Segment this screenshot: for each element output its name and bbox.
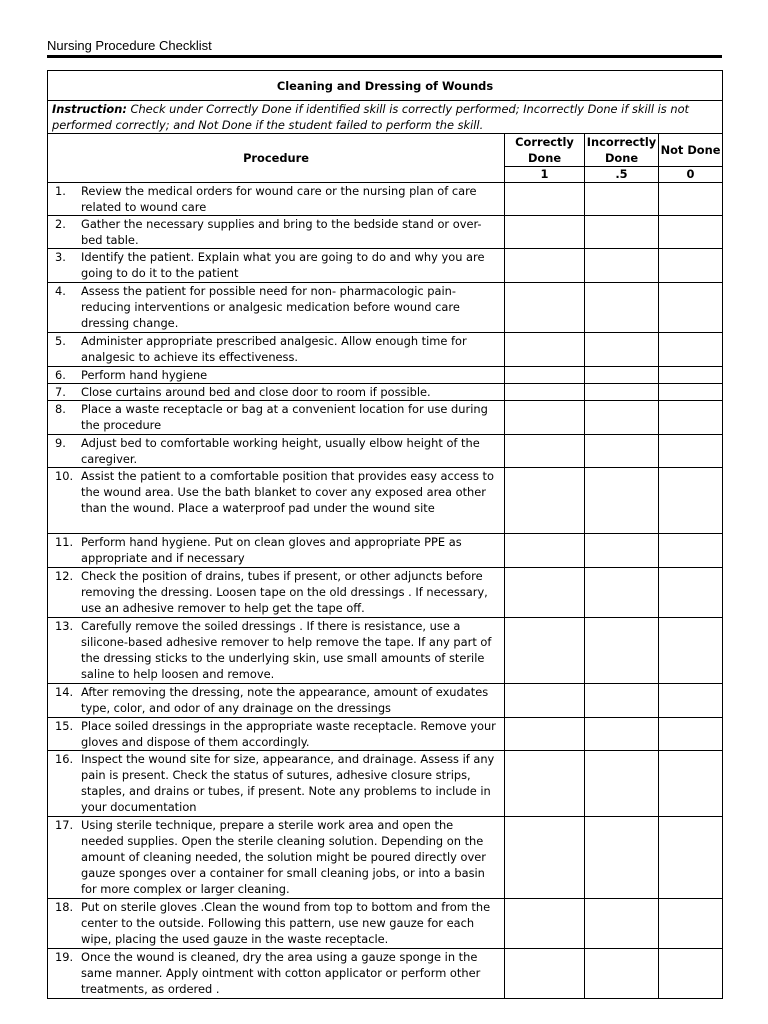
- step-number: 11.: [55, 535, 74, 549]
- not-done-checkbox-cell[interactable]: [659, 435, 723, 468]
- step-number: 14.: [55, 685, 74, 699]
- step-text: Place soiled dressings in the appropriate waste receptacle. Remove your gloves and dispose of them accordingly.: [81, 719, 496, 749]
- table-row: [48, 468, 723, 534]
- step-number: 7.: [55, 385, 66, 399]
- incorrectly-done-checkbox-cell[interactable]: [585, 568, 659, 618]
- incorrectly-done-checkbox-cell[interactable]: [585, 367, 659, 384]
- not-done-checkbox-cell[interactable]: [659, 333, 723, 367]
- not-done-checkbox-cell[interactable]: [659, 817, 723, 899]
- step-number: 4.: [55, 284, 66, 298]
- not-done-checkbox-cell[interactable]: [659, 949, 723, 999]
- step-number: 12.: [55, 569, 74, 583]
- step-text: Using sterile technique, prepare a sterile work area and open the needed supplies. Open the sterile cleaning solution. Depending on the amount of cleaning needed, the solution might be poured directly over gauze sponges over a container for small cleaning jobs, or into a basin for more complex or larger cleaning.: [81, 818, 486, 896]
- not-done-score: 0: [659, 167, 723, 183]
- incorrectly-done-checkbox-cell[interactable]: [585, 949, 659, 999]
- step-cell: [48, 751, 505, 817]
- correctly-done-checkbox-cell[interactable]: [505, 949, 585, 999]
- instruction-cell: [48, 101, 723, 134]
- step-text: Once the wound is cleaned, dry the area using a gauze sponge in the same manner. Apply ointment with cotton applicator or perform other treatments, as ordered .: [81, 950, 481, 996]
- correctly-done-checkbox-cell[interactable]: [505, 249, 585, 283]
- correctly-done-checkbox-cell[interactable]: [505, 568, 585, 618]
- correctly-done-checkbox-cell[interactable]: [505, 367, 585, 384]
- correctly-done-checkbox-cell[interactable]: [505, 435, 585, 468]
- step-cell: [48, 384, 505, 401]
- not-done-checkbox-cell[interactable]: [659, 684, 723, 718]
- incorrectly-done-checkbox-cell[interactable]: [585, 684, 659, 718]
- step-text: Carefully remove the soiled dressings . If there is resistance, use a silicone-based adhesive remover to help remove the tape. If any part of the dressing sticks to the underlying skin, use small amounts of sterile saline to help loosen and remove.: [81, 619, 492, 681]
- step-cell: [48, 216, 505, 249]
- table-row: [48, 568, 723, 618]
- table-row: [48, 249, 723, 283]
- step-number: 3.: [55, 250, 66, 264]
- step-cell: [48, 333, 505, 367]
- table-row: [48, 367, 723, 384]
- step-number: 13.: [55, 619, 74, 633]
- step-text: Gather the necessary supplies and bring to the bedside stand or over-bed table.: [81, 217, 482, 247]
- checklist-table: [47, 70, 723, 999]
- step-cell: [48, 949, 505, 999]
- not-done-checkbox-cell[interactable]: [659, 534, 723, 568]
- document-header: Nursing Procedure Checklist: [47, 38, 212, 53]
- step-number: 6.: [55, 368, 66, 382]
- instruction-text: Check under Correctly Done if identified skill is correctly performed; Incorrectly Done if skill is not performed correctly; and Not Done if the student failed to perform the skill.: [52, 102, 690, 132]
- step-number: 19.: [55, 950, 74, 964]
- incorrectly-done-checkbox-cell[interactable]: [585, 401, 659, 435]
- correctly-done-checkbox-cell[interactable]: [505, 899, 585, 949]
- incorrectly-done-header: Incorrectly Done: [585, 134, 659, 167]
- not-done-checkbox-cell[interactable]: [659, 249, 723, 283]
- table-row: [48, 949, 723, 999]
- correctly-done-checkbox-cell[interactable]: [505, 684, 585, 718]
- correctly-done-checkbox-cell[interactable]: [505, 817, 585, 899]
- correctly-done-checkbox-cell[interactable]: [505, 534, 585, 568]
- incorrectly-done-checkbox-cell[interactable]: [585, 283, 659, 333]
- step-text: Perform hand hygiene: [81, 368, 208, 382]
- step-number: 15.: [55, 719, 74, 733]
- step-text: Administer appropriate prescribed analgesic. Allow enough time for analgesic to achieve its effectiveness.: [81, 334, 467, 364]
- step-number: 17.: [55, 818, 74, 832]
- table-row: [48, 401, 723, 435]
- table-row: [48, 751, 723, 817]
- instruction-label: Instruction:: [52, 102, 127, 116]
- incorrectly-done-checkbox-cell[interactable]: [585, 618, 659, 684]
- step-text: Put on sterile gloves .Clean the wound from top to bottom and from the center to the outside. Following this pattern, use new gauze for each wipe, placing the used gauze in the waste receptacle.: [81, 900, 491, 946]
- correctly-done-checkbox-cell[interactable]: [505, 216, 585, 249]
- incorrectly-done-checkbox-cell[interactable]: [585, 899, 659, 949]
- table-row: [48, 435, 723, 468]
- not-done-checkbox-cell[interactable]: [659, 718, 723, 751]
- step-text: Inspect the wound site for size, appearance, and drainage. Assess if any pain is present. Check the status of sutures, adhesive closure strips, staples, and drains or tubes, if present. Note any problems to include in your documentation: [81, 752, 495, 814]
- correctly-done-checkbox-cell[interactable]: [505, 333, 585, 367]
- not-done-checkbox-cell[interactable]: [659, 751, 723, 817]
- step-text: Assess the patient for possible need for non- pharmacologic pain-reducing interventions or analgesic medication before wound care dressing change.: [81, 284, 460, 330]
- table-row: [48, 684, 723, 718]
- step-cell: [48, 899, 505, 949]
- incorrectly-done-checkbox-cell[interactable]: [585, 435, 659, 468]
- incorrectly-done-checkbox-cell[interactable]: [585, 718, 659, 751]
- not-done-checkbox-cell[interactable]: [659, 568, 723, 618]
- correctly-done-checkbox-cell[interactable]: [505, 618, 585, 684]
- checklist-title: Cleaning and Dressing of Wounds: [48, 71, 723, 101]
- not-done-checkbox-cell[interactable]: [659, 468, 723, 534]
- step-text: Check the position of drains, tubes if present, or other adjuncts before removing the dressing. Loosen tape on the old dressings . If necessary, use an adhesive remover to help get the tape off.: [81, 569, 488, 615]
- incorrectly-done-checkbox-cell[interactable]: [585, 333, 659, 367]
- table-row: [48, 718, 723, 751]
- step-text: Adjust bed to comfortable working height, usually elbow height of the caregiver.: [81, 436, 480, 466]
- step-number: 8.: [55, 402, 66, 416]
- step-text: Close curtains around bed and close door to room if possible.: [81, 385, 431, 399]
- table-row: [48, 817, 723, 899]
- correctly-done-checkbox-cell[interactable]: [505, 468, 585, 534]
- step-cell: [48, 568, 505, 618]
- not-done-checkbox-cell[interactable]: [659, 384, 723, 401]
- not-done-checkbox-cell[interactable]: [659, 283, 723, 333]
- table-row: [48, 283, 723, 333]
- step-cell: [48, 401, 505, 435]
- incorrectly-done-checkbox-cell[interactable]: [585, 751, 659, 817]
- not-done-checkbox-cell[interactable]: [659, 618, 723, 684]
- correctly-done-checkbox-cell[interactable]: [505, 384, 585, 401]
- step-cell: [48, 534, 505, 568]
- step-number: 9.: [55, 436, 66, 450]
- step-number: 10.: [55, 469, 74, 483]
- incorrectly-done-checkbox-cell[interactable]: [585, 468, 659, 534]
- correctly-done-checkbox-cell[interactable]: [505, 718, 585, 751]
- step-text: Place a waste receptacle or bag at a convenient location for use during the procedure: [81, 402, 488, 432]
- step-text: Review the medical orders for wound care or the nursing plan of care related to wound care: [81, 184, 477, 214]
- incorrectly-done-checkbox-cell[interactable]: [585, 817, 659, 899]
- step-number: 18.: [55, 900, 74, 914]
- step-cell: [48, 435, 505, 468]
- incorrectly-done-checkbox-cell[interactable]: [585, 249, 659, 283]
- not-done-checkbox-cell[interactable]: [659, 183, 723, 216]
- step-cell: [48, 718, 505, 751]
- step-number: 16.: [55, 752, 74, 766]
- step-cell: [48, 468, 505, 534]
- step-cell: [48, 249, 505, 283]
- step-number: 2.: [55, 217, 66, 231]
- correctly-done-header: Correctly Done: [505, 134, 585, 167]
- incorrectly-done-checkbox-cell[interactable]: [585, 534, 659, 568]
- table-row: [48, 216, 723, 249]
- header-rule: [47, 55, 722, 58]
- incorrectly-done-score: .5: [585, 167, 659, 183]
- table-row: [48, 183, 723, 216]
- step-text: Assist the patient to a comfortable position that provides easy access to the wound area. Use the bath blanket to cover any exposed area other than the wound. Place a waterproof pad under the wound site: [81, 469, 494, 515]
- not-done-header: Not Done: [659, 134, 723, 167]
- correctly-done-checkbox-cell[interactable]: [505, 401, 585, 435]
- incorrectly-done-checkbox-cell[interactable]: [585, 384, 659, 401]
- step-cell: [48, 618, 505, 684]
- step-cell: [48, 183, 505, 216]
- correctly-done-score: 1: [505, 167, 585, 183]
- table-row: [48, 534, 723, 568]
- step-cell: [48, 684, 505, 718]
- step-number: 1.: [55, 184, 66, 198]
- table-row: [48, 384, 723, 401]
- procedure-header: Procedure: [48, 134, 505, 183]
- step-text: Identify the patient. Explain what you are going to do and why you are going to do it to the patient: [81, 250, 485, 280]
- not-done-checkbox-cell[interactable]: [659, 899, 723, 949]
- step-cell: [48, 283, 505, 333]
- table-row: [48, 333, 723, 367]
- incorrectly-done-checkbox-cell[interactable]: [585, 216, 659, 249]
- step-text: After removing the dressing, note the appearance, amount of exudates type, color, and odor of any drainage on the dressings: [81, 685, 489, 715]
- table-row: [48, 899, 723, 949]
- step-number: 5.: [55, 334, 66, 348]
- correctly-done-checkbox-cell[interactable]: [505, 751, 585, 817]
- incorrectly-done-checkbox-cell[interactable]: [585, 183, 659, 216]
- correctly-done-checkbox-cell[interactable]: [505, 183, 585, 216]
- step-cell: [48, 367, 505, 384]
- not-done-checkbox-cell[interactable]: [659, 216, 723, 249]
- correctly-done-checkbox-cell[interactable]: [505, 283, 585, 333]
- step-text: Perform hand hygiene. Put on clean gloves and appropriate PPE as appropriate and if necessary: [81, 535, 462, 565]
- not-done-checkbox-cell[interactable]: [659, 367, 723, 384]
- step-cell: [48, 817, 505, 899]
- not-done-checkbox-cell[interactable]: [659, 401, 723, 435]
- table-row: [48, 618, 723, 684]
